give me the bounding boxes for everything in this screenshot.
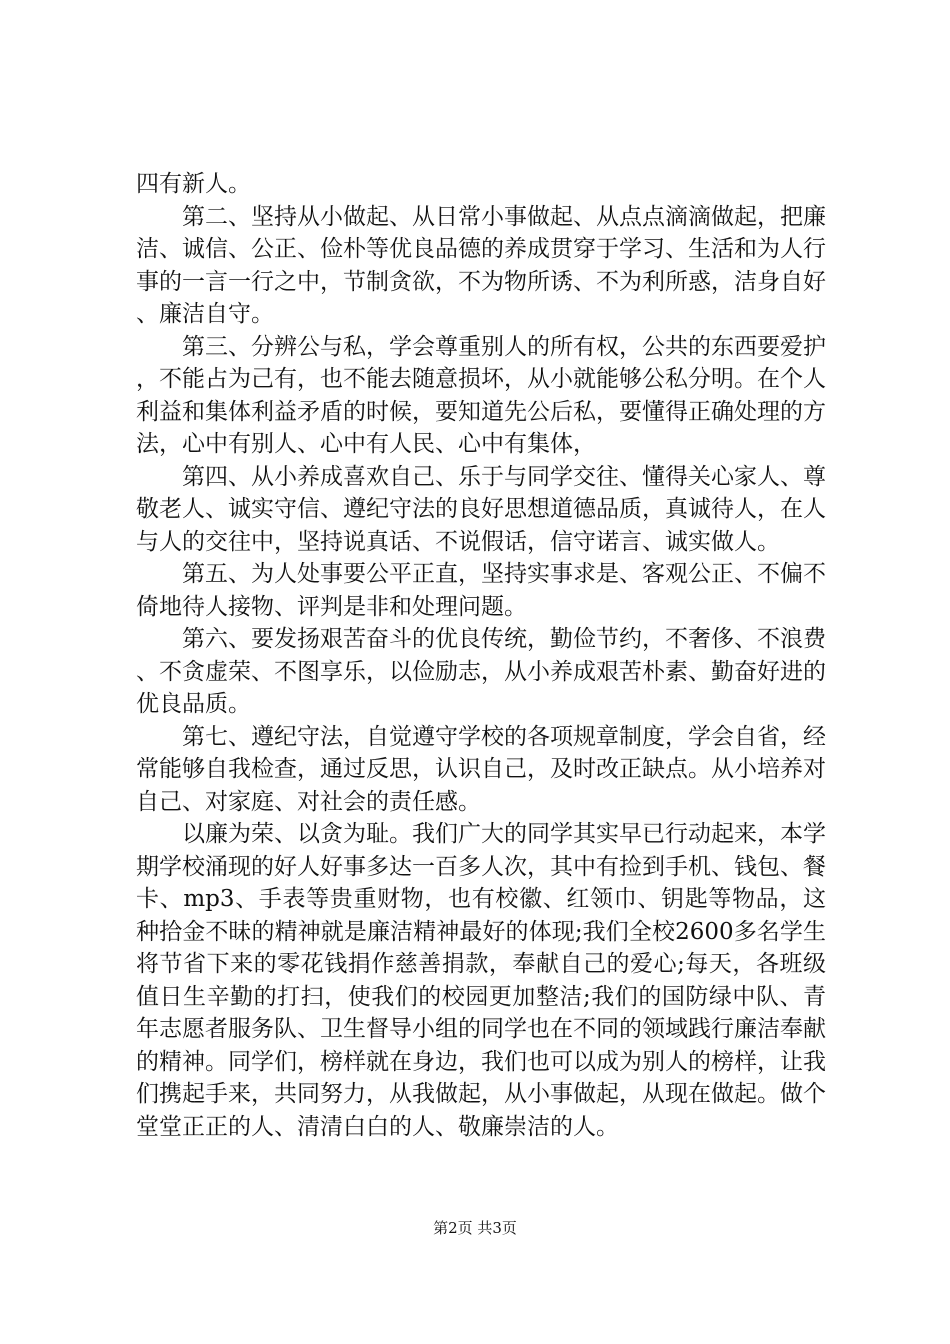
paragraph-point-seven: 第七、遵纪守法，自觉遵守学校的各项规章制度，学会自省，经常能够自我检查，通过反思，认识自己，及时改正缺点。从小培养对自己、对家庭、对社会的责任感。: [136, 723, 826, 815]
paragraph-point-two: 第二、坚持从小做起、从日常小事做起、从点点滴滴做起，把廉洁、诚信、公正、俭朴等优良品德的养成贯穿于学习、生活和为人行事的一言一行之中，节制贪欲，不为物所诱、不为利所惑，洁身自好、廉洁自守。: [136, 203, 826, 327]
paragraph-point-six: 第六、要发扬艰苦奋斗的优良传统，勤俭节约，不奢侈、不浪费、不贪虚荣、不图享乐，以俭励志，从小养成艰苦朴素、勤奋好进的优良品质。: [136, 626, 826, 717]
document-body: [136, 168, 826, 1143]
page-number-footer: 第2页 共3页: [433, 1219, 517, 1237]
paragraph-conclusion: 以廉为荣、以贪为耻。我们广大的同学其实早已行动起来，本学期学校涌现的好人好事多达一百多人次，其中有捡到手机、钱包、餐卡、mp3、手表等贵重财物，也有校徽、红领巾、钥匙等物品，这种拾金不昧的精神就是廉洁精神最好的体现;我们全校2600多名学生将节省下来的零花钱捐作慈善捐款，奉献自己的爱心;每天，各班级值日生辛勤的打扫，使我们的校园更加整洁;我们的国防绿中队、青年志愿者服务队、卫生督导小组的同学也在不同的领域践行廉洁奉献的精神。同学们，榜样就在身边，我们也可以成为别人的榜样，让我们携起手来，共同努力，从我做起，从小事做起，从现在做起。做个堂堂正正的人、清清白白的人、敬廉崇洁的人。: [136, 821, 826, 1140]
paragraph-point-five: 第五、为人处事要公平正直，坚持实事求是、客观公正、不偏不倚地待人接物、评判是非和处理问题。: [136, 561, 826, 620]
paragraph-point-four: 第四、从小养成喜欢自己、乐于与同学交往、懂得关心家人、尊敬老人、诚实守信、遵纪守法的良好思想道德品质，真诚待人，在人与人的交往中，坚持说真话、不说假话，信守诺言、诚实做人。: [136, 463, 826, 555]
paragraph-point-three: 第三、分辨公与私，学会尊重别人的所有权，公共的东西要爱护，不能占为己有，也不能去随意损坏，从小就能够公私分明。在个人利益和集体利益矛盾的时候，要知道先公后私，要懂得正确处理的方法，心中有别人、心中有人民、心中有集体，: [136, 333, 826, 457]
paragraph-continuation: 四有新人。: [136, 171, 251, 197]
